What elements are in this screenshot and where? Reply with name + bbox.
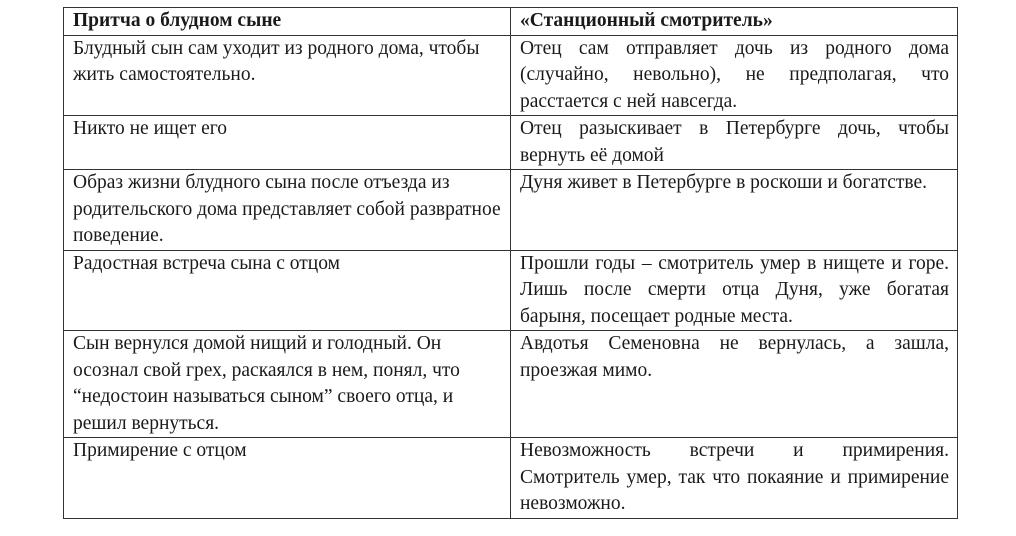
table-header-row [64, 8, 958, 36]
table-row [64, 170, 958, 251]
cell-story: Отец сам отправляет дочь из родного дома (случайно, невольно), не предполагая, что расстается с ней навсегда. [511, 35, 958, 116]
cell-parable: Сын вернулся домой нищий и голодный. Он осознал свой грех, раскаялся в нем, понял, что “недостоин называться сыном” своего отца, и решил вернуться. [64, 331, 511, 438]
cell-story: Дуня живет в Петербурге в роскоши и богатстве. [511, 170, 958, 251]
table-row [64, 438, 958, 519]
header-parable: Притча о блудном сыне [64, 8, 511, 36]
table-row [64, 331, 958, 438]
cell-parable: Образ жизни блудного сына после отъезда из родительского дома представляет собой развратное поведение. [64, 170, 511, 251]
cell-story: Прошли годы – смотритель умер в нищете и горе. Лишь после смерти отца Дуня, уже богатая барыня, посещает родные места. [511, 250, 958, 331]
table-row [64, 250, 958, 331]
cell-parable: Примирение с отцом [64, 438, 511, 519]
cell-parable: Радостная встреча сына с отцом [64, 250, 511, 331]
cell-parable: Блудный сын сам уходит из родного дома, чтобы жить самостоятельно. [64, 35, 511, 116]
cell-story: Авдотья Семеновна не вернулась, а зашла, проезжая мимо. [511, 331, 958, 438]
cell-story: Невозможность встречи и примирения. Смотритель умер, так что покаяние и примирение невозможно. [511, 438, 958, 519]
header-station-master: «Станционный смотритель» [511, 8, 958, 36]
table-row [64, 35, 958, 116]
cell-parable: Никто не ищет его [64, 116, 511, 170]
comparison-table [63, 7, 958, 519]
table-row [64, 116, 958, 170]
cell-story: Отец разыскивает в Петербурге дочь, чтобы вернуть её домой [511, 116, 958, 170]
